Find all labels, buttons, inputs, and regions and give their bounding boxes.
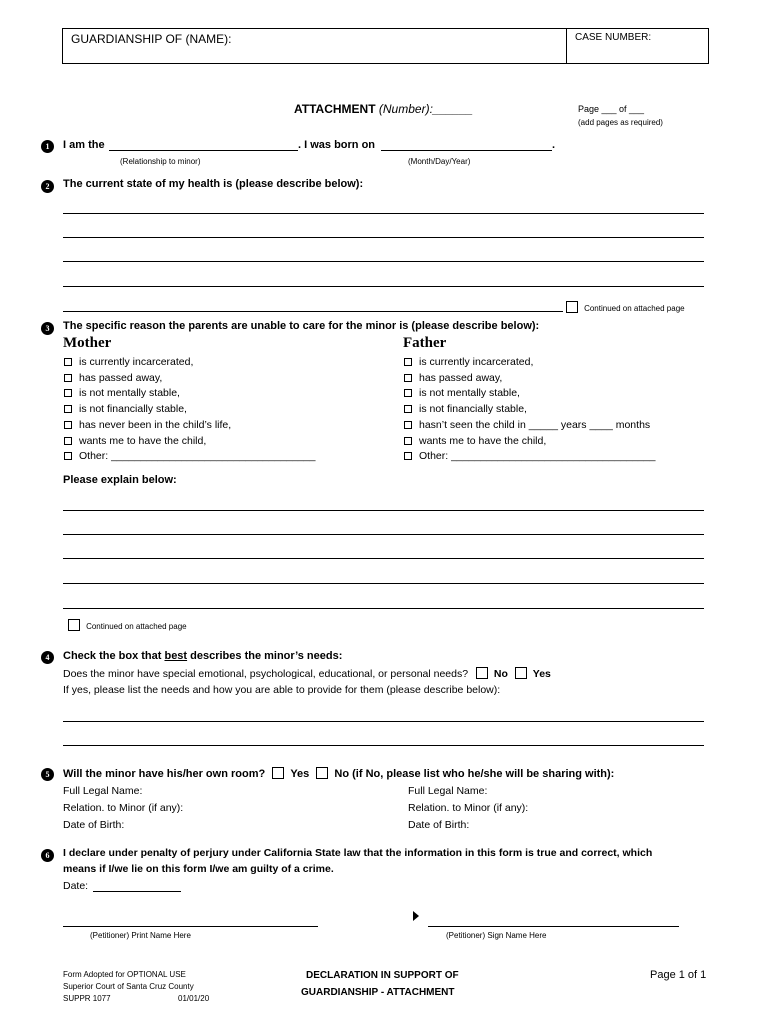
signature-field[interactable] bbox=[428, 926, 679, 927]
option-label: is currently incarcerated, bbox=[79, 356, 194, 368]
footer-title-2: GUARDIANSHIP - ATTACHMENT bbox=[301, 987, 455, 998]
health-line-3[interactable] bbox=[63, 261, 704, 262]
needs-question-row bbox=[63, 667, 551, 680]
mother-option[interactable] bbox=[64, 355, 315, 371]
full-legal-name-field[interactable]: Full Legal Name: bbox=[408, 785, 488, 797]
option-label: hasn’t seen the child in _____ years ____ months bbox=[419, 418, 651, 431]
option-label: Other: ___________________________________ bbox=[419, 450, 656, 463]
option-label: has passed away, bbox=[419, 371, 503, 384]
health-line-1[interactable] bbox=[63, 213, 704, 214]
father-option[interactable] bbox=[404, 449, 655, 465]
parents-reason-question: The specific reason the parents are unable to care for the minor is (please describe below): bbox=[63, 320, 540, 332]
explain-line-5[interactable] bbox=[63, 608, 704, 609]
explain-line-2[interactable] bbox=[63, 534, 704, 535]
father-option[interactable] bbox=[404, 402, 655, 418]
room-no-checkbox[interactable] bbox=[316, 767, 328, 779]
needs-heading-b: describes the minor’s needs: bbox=[187, 650, 343, 662]
attachment-label: ATTACHMENT bbox=[294, 102, 376, 116]
mother-option[interactable] bbox=[64, 386, 315, 402]
option-label: is not mentally stable, bbox=[419, 387, 520, 400]
section-1-number: 1 bbox=[41, 140, 54, 153]
dob-field[interactable]: Date of Birth: bbox=[63, 819, 125, 831]
print-name-field[interactable] bbox=[63, 926, 318, 927]
room-no-label: No (if No, please list who he/she will be sharing with): bbox=[334, 768, 615, 780]
father-option[interactable] bbox=[404, 355, 655, 371]
please-explain-label: Please explain below: bbox=[63, 474, 177, 486]
father-option[interactable] bbox=[404, 434, 655, 450]
needs-heading-a: Check the box that bbox=[63, 650, 165, 662]
father-option[interactable] bbox=[404, 371, 655, 387]
case-number-label: CASE NUMBER: bbox=[575, 32, 652, 43]
option-label: wants me to have the child, bbox=[419, 434, 547, 447]
s3-continued-box[interactable] bbox=[68, 619, 80, 631]
guardianship-name-label: GUARDIANSHIP OF (NAME): bbox=[71, 32, 232, 46]
option-label: is not mentally stable, bbox=[79, 387, 180, 400]
needs-heading bbox=[63, 650, 342, 662]
page-note: (add pages as required) bbox=[578, 118, 663, 127]
health-line-2[interactable] bbox=[63, 237, 704, 238]
needs-yes-label: Yes bbox=[532, 668, 551, 680]
room-yes-label: Yes bbox=[290, 768, 310, 780]
caption-box bbox=[62, 28, 709, 64]
sign-name-label: (Petitioner) Sign Name Here bbox=[446, 931, 547, 940]
declaration-line-2: means if I/we lie on this form I/we am guilty of a crime. bbox=[63, 863, 334, 875]
needs-followup: If yes, please list the needs and how you are able to provide for them (please describe below): bbox=[63, 684, 501, 696]
mother-heading: Mother bbox=[63, 335, 112, 351]
full-legal-name-field[interactable]: Full Legal Name: bbox=[63, 785, 143, 797]
needs-question: Does the minor have special emotional, psychological, educational, or personal needs? bbox=[63, 668, 469, 680]
option-label: wants me to have the child, bbox=[79, 434, 207, 447]
section-3-number: 3 bbox=[41, 322, 54, 335]
court-name: Superior Court of Santa Cruz County bbox=[63, 982, 194, 991]
mother-option[interactable] bbox=[64, 418, 315, 434]
checkbox[interactable] bbox=[64, 358, 72, 366]
mother-option[interactable] bbox=[64, 434, 315, 450]
option-label: Other: ___________________________________ bbox=[79, 450, 316, 463]
mother-option[interactable] bbox=[64, 371, 315, 387]
needs-no-checkbox[interactable] bbox=[476, 667, 488, 679]
page-of-field[interactable]: Page ___ of ___ bbox=[578, 104, 645, 114]
needs-no-label: No bbox=[493, 668, 508, 680]
s2-continued-checkbox[interactable] bbox=[566, 301, 685, 314]
date-field[interactable] bbox=[93, 891, 181, 892]
caption-divider bbox=[566, 29, 567, 63]
relation-field[interactable]: Relation. to Minor (if any): bbox=[63, 802, 184, 814]
s1-text-c: . bbox=[552, 139, 556, 151]
sharer-1-fields bbox=[63, 783, 183, 834]
footer-page-number: Page 1 of 1 bbox=[650, 969, 707, 981]
relation-field[interactable]: Relation. to Minor (if any): bbox=[408, 802, 529, 814]
checkbox[interactable] bbox=[404, 452, 412, 460]
attachment-title bbox=[294, 102, 473, 116]
checkbox[interactable] bbox=[64, 405, 72, 413]
checkbox[interactable] bbox=[64, 437, 72, 445]
health-line-5[interactable] bbox=[63, 311, 563, 312]
option-label: is not financially stable, bbox=[419, 403, 527, 416]
needs-line-1[interactable] bbox=[63, 721, 704, 722]
explain-line-3[interactable] bbox=[63, 558, 704, 559]
checkbox[interactable] bbox=[64, 452, 72, 460]
mother-option[interactable] bbox=[64, 402, 315, 418]
section-2-number: 2 bbox=[41, 180, 54, 193]
s1-text-a: I am the bbox=[63, 139, 105, 151]
needs-yes-checkbox[interactable] bbox=[515, 667, 527, 679]
checkbox[interactable] bbox=[404, 389, 412, 397]
father-option[interactable] bbox=[404, 418, 655, 434]
s2-continued-label: Continued on attached page bbox=[584, 304, 685, 313]
checkbox[interactable] bbox=[64, 421, 72, 429]
father-option[interactable] bbox=[404, 386, 655, 402]
s1-text-b: . I was born on bbox=[298, 139, 376, 151]
footer-title-1: DECLARATION IN SUPPORT OF bbox=[306, 970, 459, 981]
form-id: SUPPR 1077 bbox=[63, 994, 111, 1003]
relationship-hint: (Relationship to minor) bbox=[120, 157, 201, 166]
checkbox[interactable] bbox=[404, 374, 412, 382]
health-question: The current state of my health is (please describe below): bbox=[63, 178, 364, 190]
checkbox[interactable] bbox=[64, 374, 72, 382]
section-4-number: 4 bbox=[41, 651, 54, 664]
s3-continued-checkbox[interactable] bbox=[68, 619, 187, 632]
form-date: 01/01/20 bbox=[178, 994, 210, 1003]
father-heading: Father bbox=[403, 335, 447, 351]
print-name-label: (Petitioner) Print Name Here bbox=[90, 931, 191, 940]
relationship-field[interactable] bbox=[109, 150, 298, 151]
birth-date-field[interactable] bbox=[381, 150, 552, 151]
checkbox[interactable] bbox=[404, 358, 412, 366]
s3-continued-label: Continued on attached page bbox=[86, 622, 187, 631]
room-yes-checkbox[interactable] bbox=[272, 767, 284, 779]
option-label: is not financially stable, bbox=[79, 403, 187, 416]
date-hint: (Month/Day/Year) bbox=[408, 157, 471, 166]
checkbox[interactable] bbox=[404, 437, 412, 445]
checkbox[interactable] bbox=[64, 389, 72, 397]
sign-here-arrow-icon bbox=[413, 911, 419, 921]
needs-heading-best: best bbox=[164, 650, 188, 662]
health-line-4[interactable] bbox=[63, 286, 704, 287]
mother-option[interactable] bbox=[64, 449, 315, 465]
father-options bbox=[404, 355, 655, 465]
explain-line-1[interactable] bbox=[63, 510, 704, 511]
option-label: has never been in the child’s life, bbox=[79, 418, 232, 431]
room-question-row bbox=[63, 767, 614, 780]
explain-line-4[interactable] bbox=[63, 583, 704, 584]
date-label: Date: bbox=[63, 880, 89, 892]
form-adopted-text: Form Adopted for OPTIONAL USE bbox=[63, 970, 186, 979]
dob-field[interactable]: Date of Birth: bbox=[408, 819, 470, 831]
room-question: Will the minor have his/her own room? bbox=[63, 768, 266, 780]
section-6-number: 6 bbox=[41, 849, 54, 862]
s2-continued-box[interactable] bbox=[566, 301, 578, 313]
sharer-2-fields bbox=[408, 783, 528, 834]
option-label: has passed away, bbox=[79, 371, 163, 384]
mother-options bbox=[64, 355, 315, 465]
declaration-line-1: I declare under penalty of perjury under California State law that the information in this form is true and correct, which bbox=[63, 847, 653, 859]
checkbox[interactable] bbox=[404, 405, 412, 413]
attachment-number-field[interactable]: (Number):______ bbox=[378, 102, 473, 116]
section-5-number: 5 bbox=[41, 768, 54, 781]
option-label: is currently incarcerated, bbox=[419, 356, 534, 368]
needs-line-2[interactable] bbox=[63, 745, 704, 746]
checkbox[interactable] bbox=[404, 421, 412, 429]
